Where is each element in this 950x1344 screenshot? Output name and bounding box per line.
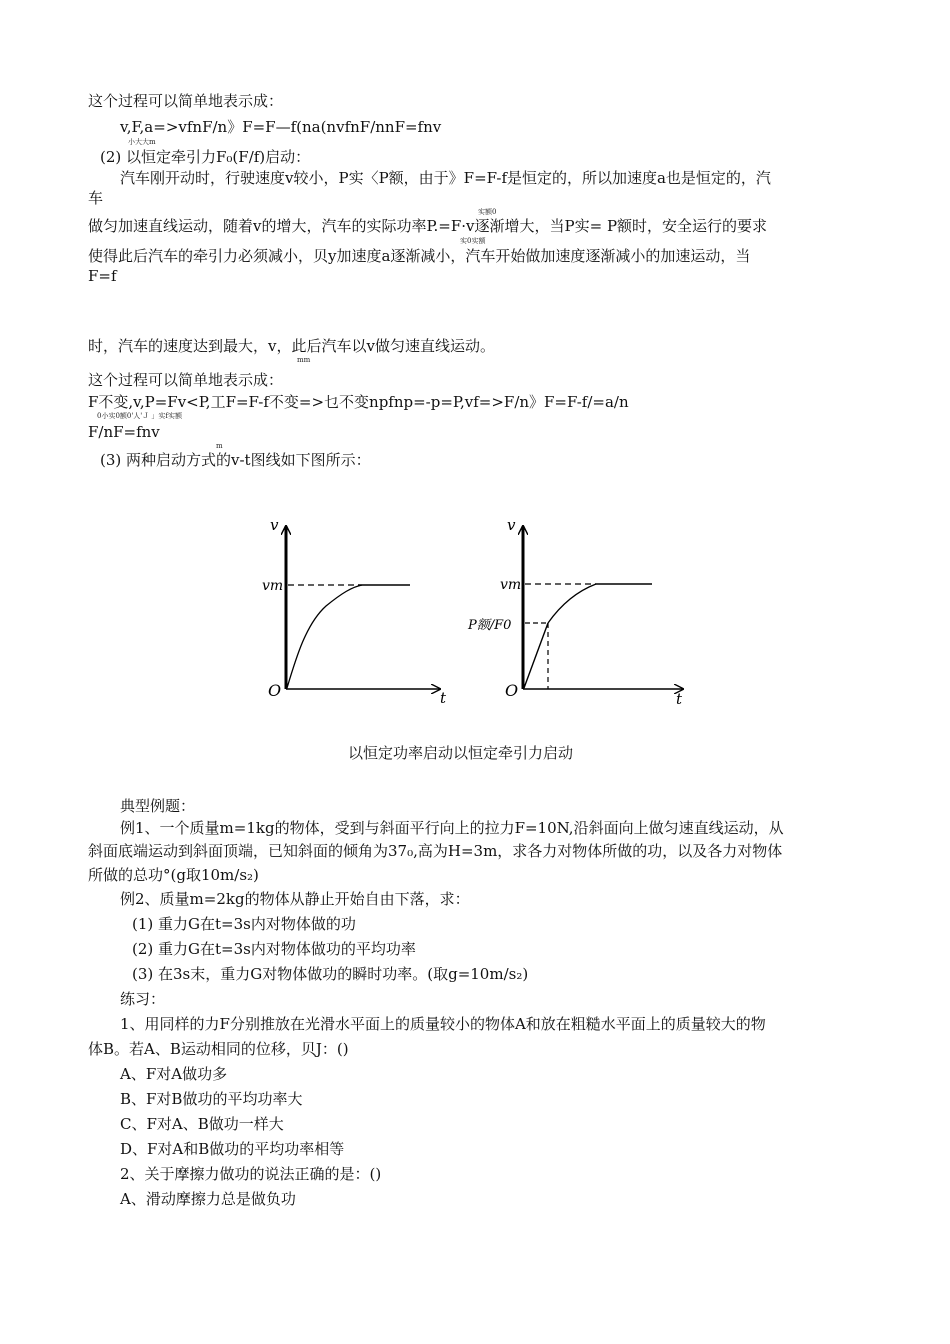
text-line: v,F,a=>vfnF/n》F=F—f(na(nvfnF/nnF=fnv [120, 118, 442, 136]
p-over-f0-label: P额/F0 [468, 618, 512, 633]
figure-caption: 以恒定功率启动以恒定牵引力启动 [348, 744, 574, 762]
v-axis-label: v [507, 516, 516, 534]
text-line: 体B。若A、B运动相同的位移，贝J：() [88, 1040, 349, 1058]
linear-segment [524, 623, 548, 688]
origin-label: O [505, 681, 519, 700]
subscript-note: 实额0 [478, 208, 497, 216]
text-line: 所做的总功°(g取10m/s₂) [88, 866, 259, 884]
vm-label: vm [262, 578, 284, 594]
text-line: (2) 以恒定牵引力F₀(F/f)启动： [100, 148, 311, 166]
subscript-note: mm [297, 356, 311, 364]
text-line: 这个过程可以简单地表示成： [88, 92, 284, 110]
text-line: 做匀加速直线运动，随着v的增大，汽车的实际功率P.=F·v逐渐增大，当P实= P额时，安全运行的要求 [88, 217, 768, 235]
text-line: 2、关于摩擦力做功的说法正确的是：() [120, 1165, 382, 1183]
text-line: 1、用同样的力F分别推放在光滑水平面上的质量较小的物体A和放在粗糙水平面上的质量较大的物 [120, 1015, 766, 1033]
subscript-note: 小大大m [128, 138, 156, 146]
curve-segment [548, 584, 596, 623]
t-axis-label: t [676, 690, 683, 708]
subscript-note: 实0实额 [460, 237, 486, 245]
text-line: 这个过程可以简单地表示成： [88, 371, 284, 389]
vm-label: vm [500, 577, 522, 593]
text-line: 时，汽车的速度达到最大，v，此后汽车以v做匀速直线运动。 [88, 337, 495, 355]
graph-constant-force [467, 516, 683, 708]
text-line: F不变,v,P=Fv<P,工F=F-f不变=>乜不变npfnp=-p=P,vf=>F/n》F=F-f/=a/n [88, 393, 629, 411]
v-axis-label: v [270, 516, 279, 534]
t-axis-label: t [440, 689, 447, 707]
text-line: 斜面底端运动到斜面顶端，已知斜面的倾角为37₀,高为H=3m，求各力对物体所做的功，以及各力对物体 [88, 842, 783, 860]
text-line: D、F对A和B做功的平均功率相等 [120, 1140, 345, 1158]
text-line: 汽车刚开动时，行驶速度v较小，P实〈P额，由于》F=F-f是恒定的，所以加速度a也是恒定的，汽 [120, 169, 771, 187]
text-line: A、滑动摩擦力总是做负功 [120, 1190, 296, 1208]
text-line: C、F对A、B做功一样大 [120, 1115, 284, 1133]
velocity-curve [287, 585, 362, 688]
text-line: 使得此后汽车的牵引力必须减小，贝y加速度a逐渐减小，汽车开始做加速度逐渐减小的加速运动，当 [88, 247, 751, 265]
subscript-note: 0小实0额0'人'Ｊ 」实f实额 [97, 412, 183, 420]
text-line: 典型例题： [120, 797, 196, 815]
text-line: 练习： [120, 990, 166, 1008]
graph-constant-power [262, 516, 447, 707]
text-line: A、F对A做功多 [120, 1065, 228, 1083]
text-line: (3) 在3s末，重力G对物体做功的瞬时功率。(取g=10m/s₂) [132, 965, 529, 983]
text-line: 车 [88, 189, 104, 207]
subscript-note: m [216, 442, 223, 450]
text-line: B、F对B做功的平均功率大 [120, 1090, 303, 1108]
text-line: 例1、一个质量m=1kg的物体，受到与斜面平行向上的拉力F=10N,沿斜面向上做匀速直线运动，从 [120, 819, 784, 837]
text-line: (2) 重力G在t=3s内对物体做功的平均功率 [132, 940, 416, 958]
origin-label: O [268, 681, 282, 700]
text-line: F=f [88, 267, 117, 285]
text-line: (1) 重力G在t=3s内对物体做的功 [132, 915, 356, 933]
text-line: 例2、质量m=2kg的物体从静止开始自由下落，求： [120, 890, 470, 908]
text-line: F/nF=fnv [88, 423, 160, 441]
text-line: (3) 两种启动方式的v-t图线如下图所示： [100, 451, 371, 469]
